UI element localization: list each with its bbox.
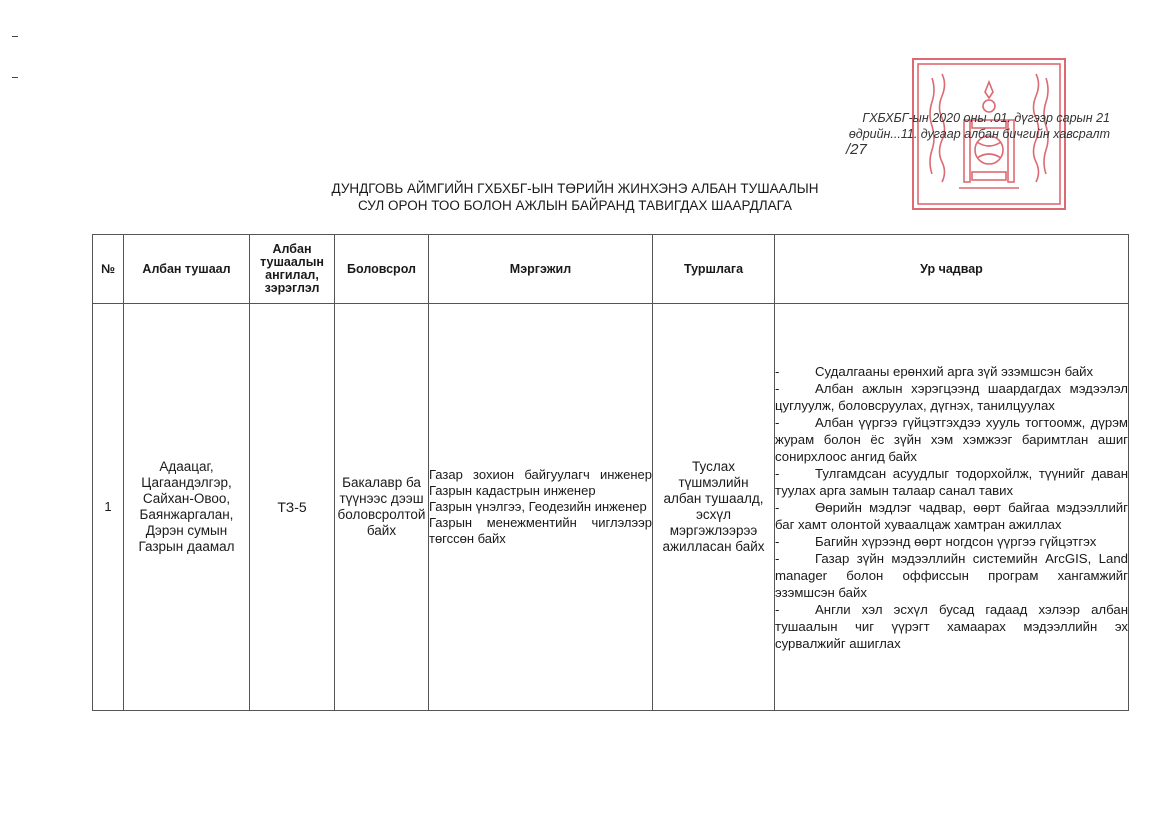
attachment-line-2: өдрийн...11. дугаар албан бичгийн хавсралт (848, 127, 1110, 141)
header-classification: Албан тушаалын ангилал, зэрэглэл (250, 235, 335, 304)
cell-competence (775, 304, 1129, 711)
cell-education: Бакалавр ба түүнээс дээш боловсролтой байх (335, 304, 429, 711)
competence-text: Албан үүргээ гүйцэтгэхдээ хууль тогтоомж, дүрэм журам болон ёс зүйн хэм хэмжээг баримтлан ашиг сонирхлоос ангид байх (775, 414, 1128, 464)
header-no: № (93, 235, 124, 304)
competence-text: Судалгааны ерөнхий арга зүй эзэмшсэн байх (815, 363, 1094, 379)
title-line-1: ДУНДГОВЬ АЙМГИЙН ГХБХБГ-ЫН ТӨРИЙН ЖИНХЭНЭ АЛБАН ТУШААЛЫН (331, 181, 819, 196)
specialty-item: Газрын үнэлгээ, Геодезийн инженер (429, 499, 647, 514)
cell-experience: Туслах түшмэлийн албан тушаалд, эсхүл мэргэжлээрээ ажилласан байх (653, 304, 775, 711)
competence-text: Газар зүйн мэдээллийн системийн ArcGIS, Land manager болон оффиссын програм хангамжийг эзэмшсэн байх (775, 550, 1128, 600)
header-education: Боловсрол (335, 235, 429, 304)
specialty-item: Газар зохион байгуулагч инженер (429, 467, 652, 482)
competence-text: Өөрийн мэдлэг чадвар, өөрт байгаа мэдээллийг баг хамт олонтой хуваалцаж хамтран ажиллах (775, 499, 1128, 532)
attachment-note (740, 110, 1110, 158)
competence-text: Тулгамдсан асуудлыг тодорхойлж, түүнийг даван туулах арга замын талаар санал тавих (775, 465, 1128, 498)
competence-text: Багийн хүрээнд өөрт ногдсон үүргээ гүйцэтгэх (815, 533, 1097, 549)
header-specialty: Мэргэжил (429, 235, 653, 304)
competence-text: Англи хэл эсхүл бусад гадаад хэлээр албан тушаалын чиг үүрэгт хамаарах мэдээллийн эх сурвалжийг ашиглах (775, 601, 1128, 651)
header-experience: Туршлага (653, 235, 775, 304)
cell-specialty (429, 304, 653, 711)
scan-mark (12, 77, 18, 78)
competence-item: - Тулгамдсан асуудлыг тодорхойлж, түүнийг даван туулах арга замын талаар санал тавих (775, 465, 1128, 498)
competence-item: - Албан ажлын хэрэгцээнд шаардагдах мэдээлэл цуглуулж, боловсруулах, дүгнэх, танилцуулах (775, 380, 1128, 413)
cell-position: Адаацаг, Цагаандэлгэр, Сайхан-Овоо, Баянжаргалан, Дэрэн сумын Газрын даамал (124, 304, 250, 711)
header-competence: Ур чадвар (775, 235, 1129, 304)
competence-item: - Англи хэл эсхүл бусад гадаад хэлээр албан тушаалын чиг үүрэгт хамаарах мэдээллийн эх сурвалжийг ашиглах (775, 601, 1128, 651)
title-line-2: СУЛ ОРОН ТОО БОЛОН АЖЛЫН БАЙРАНД ТАВИГДАХ ШААРДЛАГА (357, 198, 793, 213)
table-row (93, 304, 1129, 711)
competence-item: - Өөрийн мэдлэг чадвар, өөрт байгаа мэдээллийг баг хамт олонтой хуваалцаж хамтран ажиллах (775, 499, 1128, 532)
attachment-line-3: /27 (846, 141, 867, 158)
specialty-item: Газрын кадастрын инженер (429, 483, 596, 498)
attachment-line-1: ГХБХБГ-ын 2020 оны .01. дүгээр сарын 21 (862, 111, 1110, 125)
competence-item: - Судалгааны ерөнхий арга зүй эзэмшсэн байх (775, 363, 1094, 379)
cell-no: 1 (93, 304, 124, 711)
competence-item: - Албан үүргээ гүйцэтгэхдээ хууль тогтоомж, дүрэм журам болон ёс зүйн хэм хэмжээг баримтлан ашиг сонирхлоос ангид байх (775, 414, 1128, 464)
scan-mark (12, 36, 18, 37)
document-title (200, 180, 950, 214)
table-header-row (93, 235, 1129, 304)
competence-text: Албан ажлын хэрэгцээнд шаардагдах мэдээлэл цуглуулж, боловсруулах, дүгнэх, танилцуулах (775, 380, 1128, 413)
header-position: Албан тушаал (124, 235, 250, 304)
requirements-table (92, 234, 1129, 711)
competence-item: - Багийн хүрээнд өөрт ногдсон үүргээ гүйцэтгэх (775, 533, 1097, 549)
specialty-item: Газрын менежментийн чиглэлээр төгссөн байх (429, 515, 652, 546)
cell-classification: ТЗ-5 (250, 304, 335, 711)
competence-item: - Газар зүйн мэдээллийн системийн ArcGIS, Land manager болон оффиссын програм хангамжийг эзэмшсэн байх (775, 550, 1128, 600)
